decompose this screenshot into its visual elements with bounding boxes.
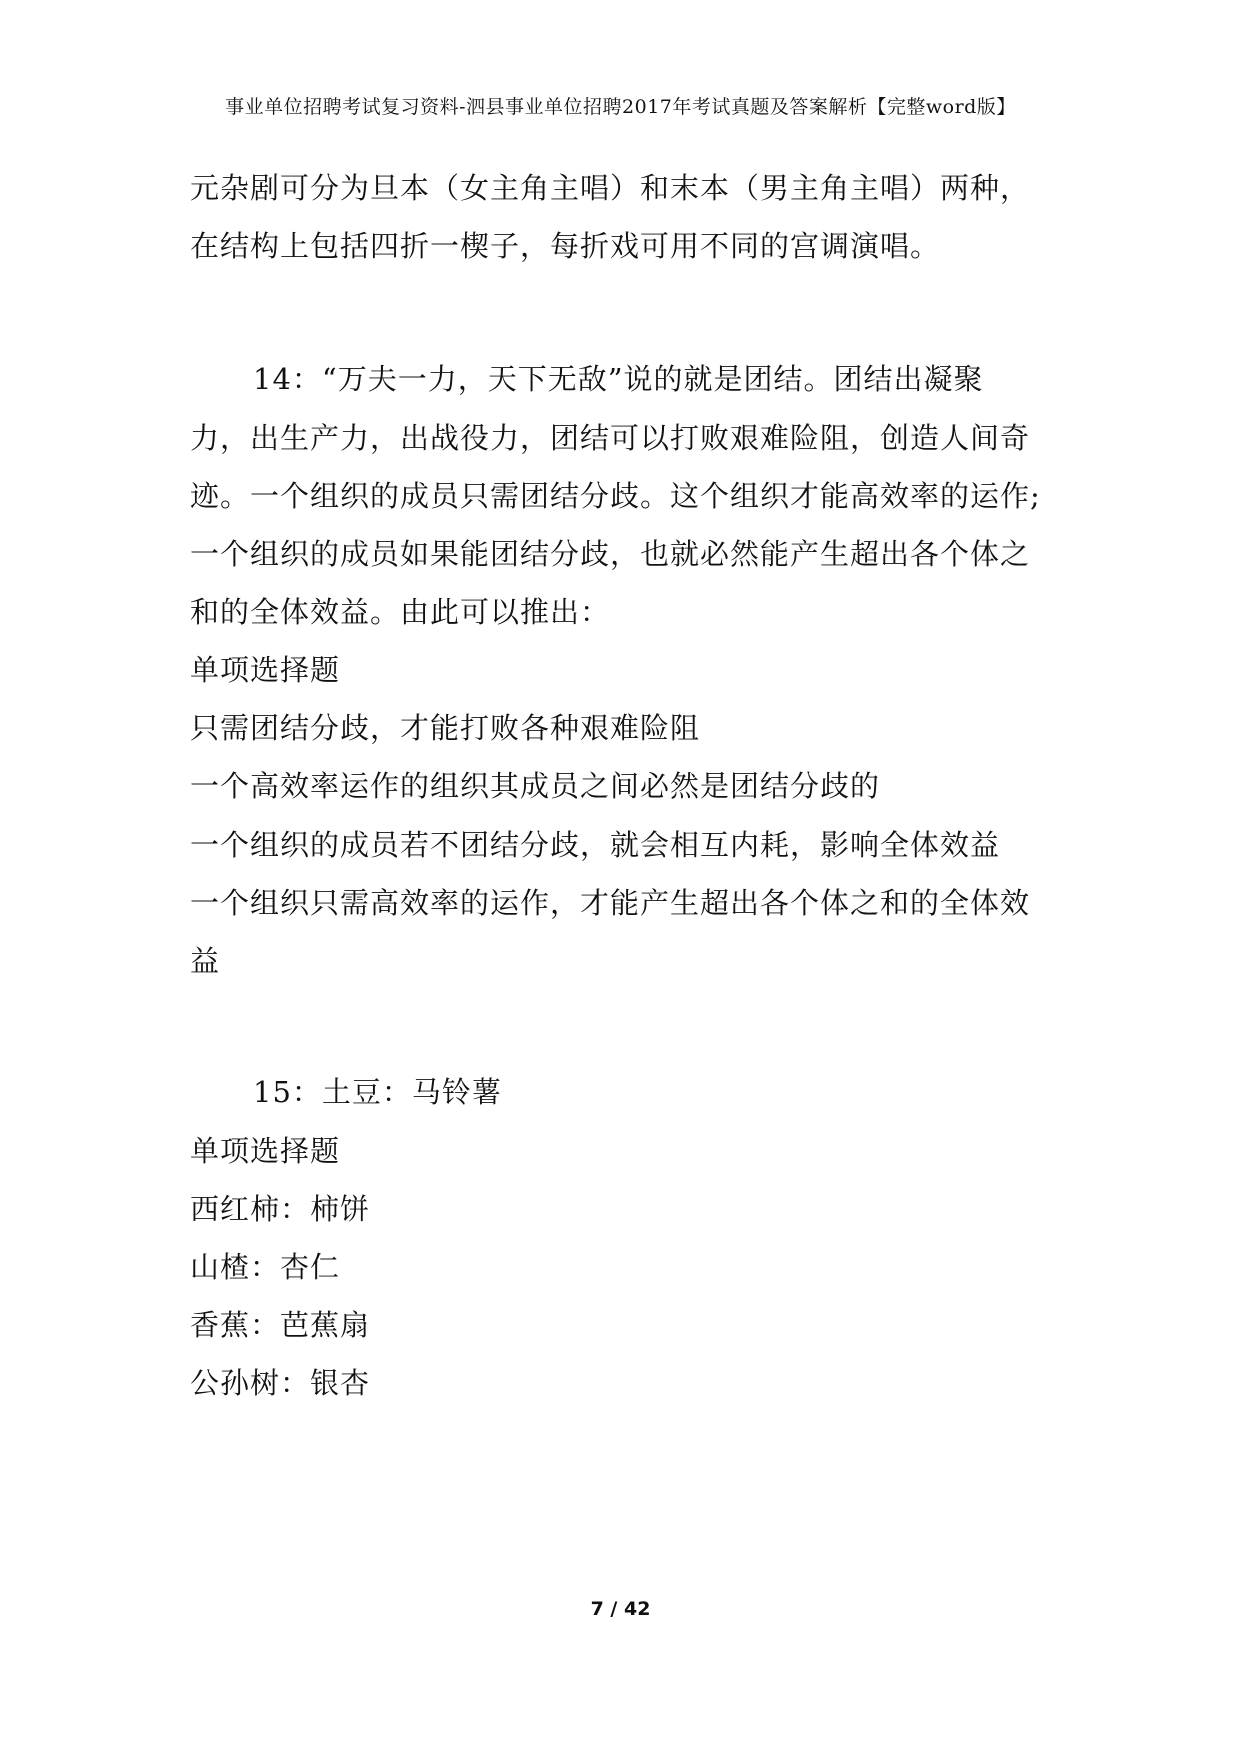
q14-stem-line-3: 迹。一个组织的成员只需团结分歧。这个组织才能高效率的运作; — [190, 479, 1041, 513]
q14-option-d: 一个组织只需高效率的运作，才能产生超出各个体之和的全体效 — [190, 886, 1031, 920]
intro-line-1: 元杂剧可分为旦本（女主角主唱）和末本（男主角主唱）两种， — [190, 171, 1031, 205]
q14-stem-line-4: 一个组织的成员如果能团结分歧，也就必然能产生超出各个体之 — [190, 537, 1031, 571]
q15-question-type: 单项选择题 — [190, 1134, 341, 1168]
q14-stem-line-2: 力，出生产力，出战役力，团结可以打败艰难险阻，创造人间奇 — [190, 421, 1031, 455]
page-number: 7 / 42 — [590, 1598, 651, 1620]
q14-option-a: 只需团结分歧，才能打败各种艰难险阻 — [190, 711, 701, 745]
q15-option-a: 西红柿：柿饼 — [190, 1192, 371, 1226]
q14-stem-line-5: 和的全体效益。由此可以推出： — [190, 595, 611, 629]
q15-option-c: 香蕉：芭蕉扇 — [190, 1308, 371, 1342]
q14-option-b: 一个高效率运作的组织其成员之间必然是团结分歧的 — [190, 769, 881, 803]
q14-question-type: 单项选择题 — [190, 653, 341, 687]
q15-option-b: 山楂：杏仁 — [190, 1250, 341, 1284]
q14-stem-line-1: 14：“万夫一力，天下无敌”说的就是团结。团结出凝聚 — [253, 362, 984, 396]
q15-option-d: 公孙树：银杏 — [190, 1366, 371, 1400]
q14-option-d-continued: 益 — [190, 944, 221, 978]
q15-stem: 15：土豆：马铃薯 — [253, 1075, 502, 1109]
intro-line-2: 在结构上包括四折一楔子，每折戏可用不同的宫调演唱。 — [190, 229, 941, 263]
q14-option-c: 一个组织的成员若不团结分歧，就会相互内耗，影响全体效益 — [190, 828, 1001, 862]
page-header: 事业单位招聘考试复习资料-泗县事业单位招聘2017年考试真题及答案解析【完整word版】 — [225, 96, 1016, 118]
